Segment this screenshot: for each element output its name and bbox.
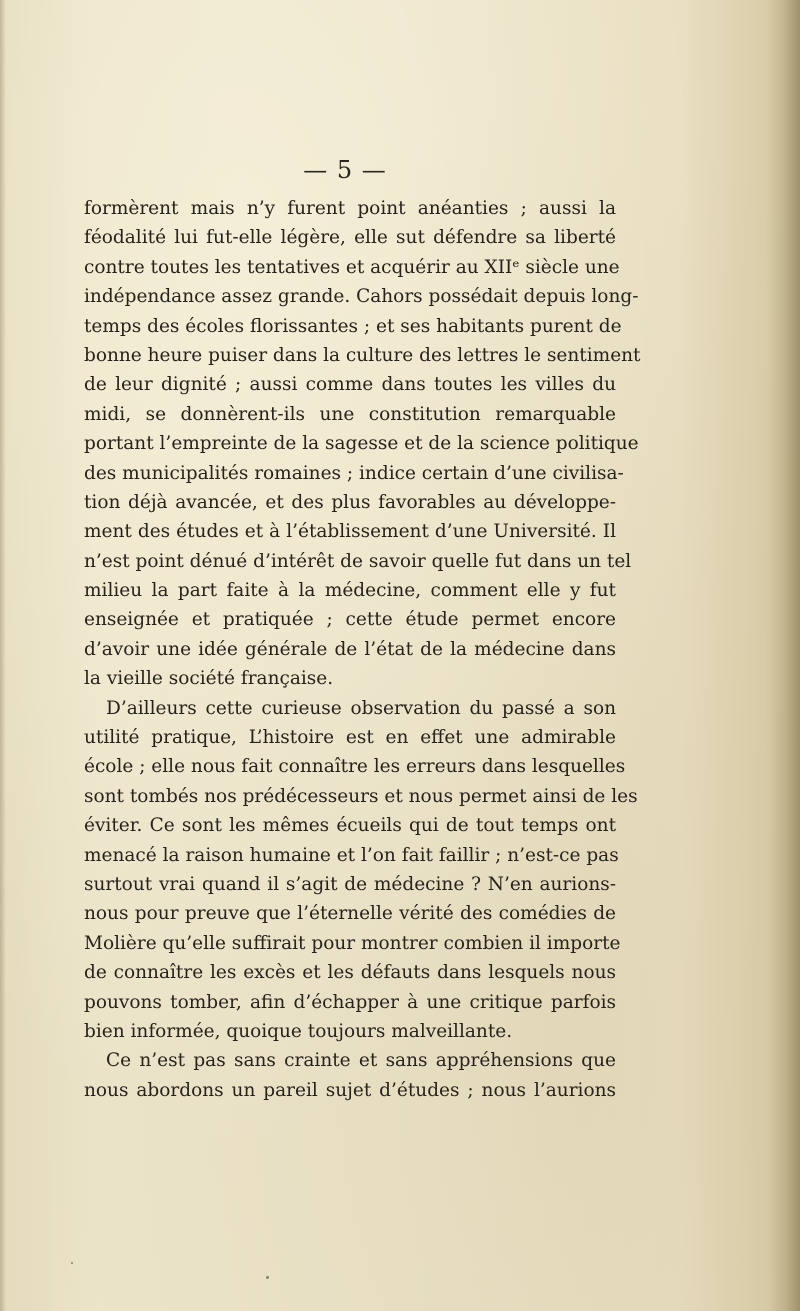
text-line: Molière qu’elle suffirait pour montrer combien il importe [84,932,621,954]
text-line: éviter. Ce sont les mêmes écueils qui de tout temps ont [84,815,616,837]
text-line: tion déjà avancée, et des plus favorables au développe- [84,491,616,513]
text-line: milieu la part faite à la médecine, comment elle y fut [84,580,616,602]
text-line: utilité pratique, L’histoire est en effet une admirable [84,727,616,749]
text-line: menacé la raison humaine et l’on fait faillir ; n’est-ce pas [84,844,619,866]
text-line: ment des études et à l’établissement d’une Université. Il [84,521,616,543]
text-line: enseignée et pratiquée ; cette étude permet encore [84,609,616,631]
text-line: formèrent mais n’y furent point anéanties ; aussi la [84,198,616,219]
text-line: pouvons tomber, afin d’échapper à une critique parfois [84,991,616,1013]
text-line: nous abordons un pareil sujet d’études ; nous l’aurions [84,1079,616,1101]
paper-speck [71,1262,73,1264]
text-line: n’est point dénué d’intérêt de savoir quelle fut dans un tel [84,550,632,572]
text-line: portant l’empreinte de la sagesse et de la science politique [84,433,639,455]
text-line: de connaître les excès et les défauts dans lesquels nous [84,962,616,984]
text-line: indépendance assez grande. Cahors possédait depuis long- [84,286,639,308]
text-line: nous pour preuve que l’éternelle vérité des comédies de [84,903,616,925]
text-line: midi, se donnèrent-ils une constitution remarquable [84,403,616,425]
body-text [84,194,641,1105]
text-line-paragraph-end: la vieille société française. [84,668,334,690]
text-line: bonne heure puiser dans la culture des lettres le sentiment [84,344,641,366]
text-line-paragraph-end: bien informée, quoique toujours malveillante. [84,1020,513,1042]
text-line: surtout vrai quand il s’agit de médecine ? N’en aurions- [84,873,616,895]
page-right-edge-shadow [766,0,800,1311]
text-line-paragraph-start: D’ailleurs cette curieuse observation du passé a son [106,697,616,719]
text-line: d’avoir une idée générale de l’état de la médecine dans [84,638,616,660]
text-line: sont tombés nos prédécesseurs et nous permet ainsi de les [84,785,638,807]
page-number: — 5 — [303,156,387,184]
text-line: école ; elle nous fait connaître les erreurs dans lesquelles [84,756,626,778]
text-line: de leur dignité ; aussi comme dans toutes les villes du [84,374,616,396]
text-line: des municipalités romaines ; indice certain d’une civilisa- [84,462,624,484]
text-line: féodalité lui fut-elle légère, elle sut défendre sa liberté [84,227,616,249]
text-line: temps des écoles florissantes ; et ses habitants purent de [84,315,622,337]
text-line: contre toutes les tentatives et acquérir au XIIᵉ siècle une [84,256,620,278]
paper-speck [266,1276,269,1279]
text-line-paragraph-start: Ce n’est pas sans crainte et sans appréhensions que [106,1050,616,1072]
page-left-edge-shadow [0,0,6,1311]
